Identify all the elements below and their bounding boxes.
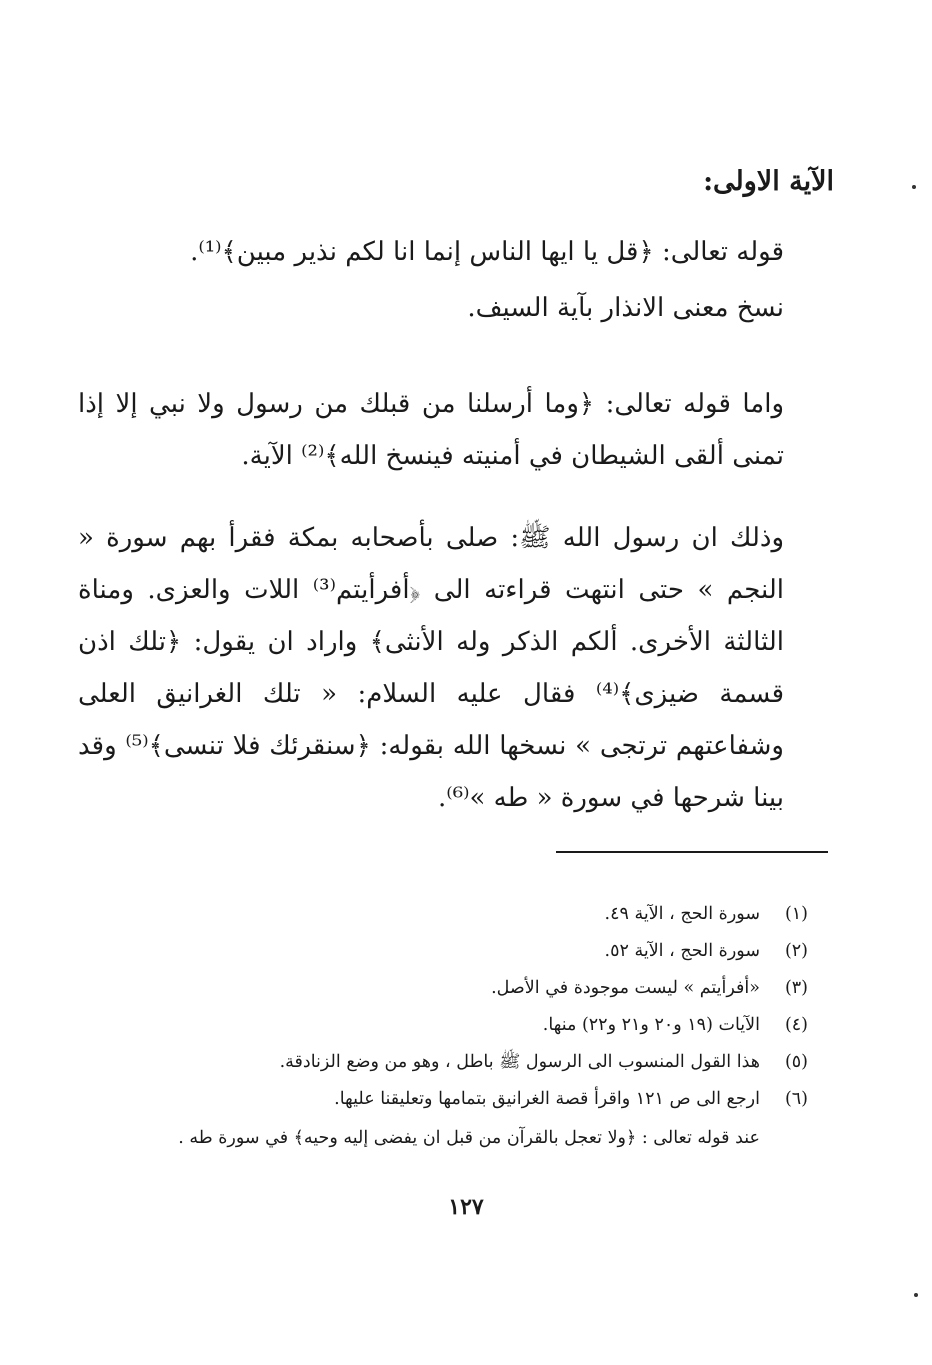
- footnote-item: [120, 896, 808, 933]
- footnote-item: [120, 1081, 808, 1118]
- footnotes: [120, 896, 808, 1118]
- section-heading: الآية الاولى:: [703, 166, 834, 197]
- footnote-number: (٣): [784, 978, 808, 998]
- abrogation-note: نسخ معنى الانذار بآية السيف.: [467, 293, 784, 323]
- footnote-continuation: عند قوله تعالى : ﴿ولا تعجل بالقرآن من قبل ان يفضى إليه وحيه﴾ في سورة طه .: [178, 1128, 760, 1148]
- footnote-item: [120, 970, 808, 1007]
- footnote-number: (٥): [784, 1052, 808, 1072]
- footnote-text: سورة الحج ، الآية ٥٢.: [604, 941, 760, 961]
- footnote-text: هذا القول المنسوب الى الرسول ﷺ باطل ، وهو من وضع الزنادقة.: [279, 1052, 760, 1072]
- footnote-number: (٢): [784, 941, 808, 961]
- footnote-text: ارجع الى ص ١٢١ واقرأ قصة الغرانيق بتمامها وتعليقنا عليها.: [334, 1089, 760, 1109]
- scan-speck: [914, 1293, 918, 1297]
- verse-line: قوله تعالى: ﴿قل يا ايها الناس إنما انا لكم نذير مبين﴾⁽¹⁾.: [190, 237, 784, 267]
- footnote-text: سورة الحج ، الآية ٤٩.: [604, 904, 760, 924]
- footnote-text: «أفرأيتم » ليست موجودة في الأصل.: [491, 978, 760, 998]
- footnote-number: (٤): [784, 1015, 808, 1035]
- footnote-number: (١): [784, 904, 808, 924]
- footnote-item: [120, 933, 808, 970]
- scan-speck: [912, 185, 916, 189]
- paragraph-explanation: وذلك ان رسول الله ﷺ: صلى بأصحابه بمكة فقرأ بهم سورة « النجم » حتى انتهت قراءته الى ﴿أفرأيتم⁽³⁾ اللات والعزى. ومناة الثالثة الأخرى. ألكم الذكر وله الأنثى﴾ واراد ان يقول: ﴿تلك اذن قسمة ضيزى﴾⁽⁴⁾ فقال عليه السلام: « تلك الغرانيق العلى وشفاعتهم ترتجى » نسخها الله بقوله: ﴿سنقرئك فلا تنسى﴾⁽⁵⁾ وقد بينا شرحها في سورة « طه »⁽⁶⁾.: [78, 523, 784, 813]
- footnote-number: (٦): [784, 1089, 808, 1109]
- page-number: ١٢٧: [448, 1194, 484, 1220]
- footnote-item: [120, 1007, 808, 1044]
- footnote-text: الآيات (١٩ و٢٠ و٢١ و٢٢) منها.: [542, 1015, 760, 1035]
- footnote-item: [120, 1044, 808, 1081]
- footnote-divider: [556, 851, 828, 853]
- verse-block: [78, 224, 784, 336]
- paragraph-second-verse: واما قوله تعالى: ﴿وما أرسلنا من قبلك من رسول ولا نبي إلا إذا تمنى ألقى الشيطان في أمنيته فينسخ الله﴾⁽²⁾ الآية.: [78, 389, 784, 471]
